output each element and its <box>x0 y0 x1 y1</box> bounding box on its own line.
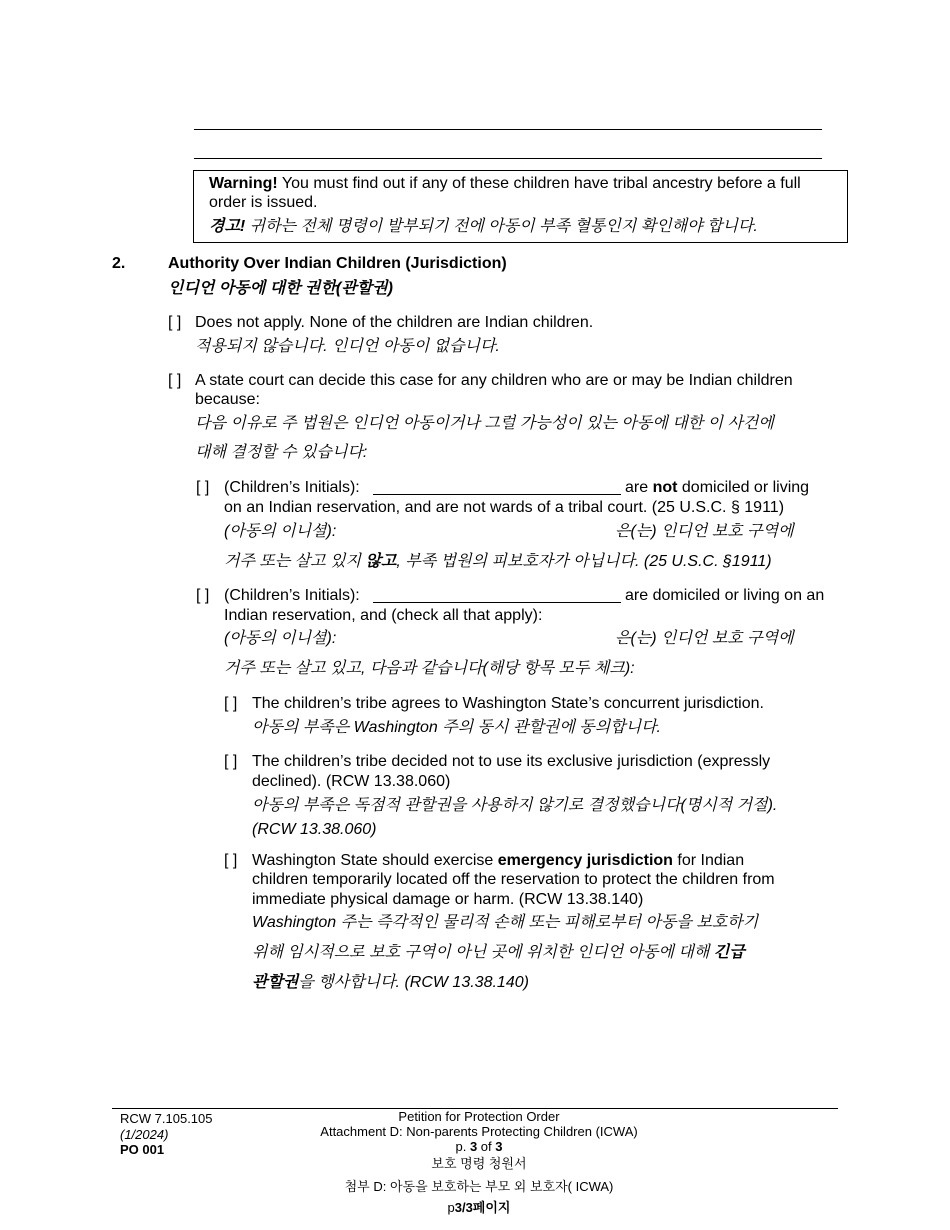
sub-a-ko-bold: 않고 <box>365 553 397 570</box>
sub-b-ko-label: (아동의 이니셜): <box>224 630 337 647</box>
b3-line2: children temporarily located off the reservation to protect the children from <box>252 871 775 888</box>
b2-line1: The children’s tribe decided not to use its exclusive jurisdiction (expressly <box>252 753 771 770</box>
opt1-text: Does not apply. None of the children are Indian children. <box>195 314 594 331</box>
sub-a-line2: on an Indian reservation, and are not wards of a tribal court. (25 U.S.C. § 1911) <box>224 499 785 516</box>
warning-body: You must find out if any of these children have tribal ancestry before a full order is issued. <box>209 175 801 211</box>
warning-text <box>209 174 834 212</box>
sub-b-right: are domiciled or living on an <box>625 587 825 604</box>
footer-title-ko: 보호 명령 청원서 <box>431 1156 527 1171</box>
footer-page-num: 3 <box>469 1139 478 1154</box>
sub-a-pre: are <box>625 479 653 496</box>
footer-page-total: 3 <box>495 1139 503 1154</box>
footer-attachment: Attachment D: Non-parents Protecting Children (ICWA) <box>320 1124 638 1139</box>
footer-attachment-ko: 첨부 D: 아동을 보호하는 부모 외 보호자( ICWA) <box>344 1179 614 1194</box>
opt2-text: A state court can decide this case for any children who are or may be Indian children because: <box>195 372 793 408</box>
warning-label: Warning! <box>209 175 278 192</box>
sub-a-ko-pre: 거주 또는 살고 있지 <box>224 553 366 570</box>
sub-a-ko-post: , 부족 법원의 피보호자가 아닙니다. (25 U.S.C. §1911) <box>396 553 772 570</box>
b3-checkbox[interactable]: [ ] <box>224 852 238 869</box>
opt1-checkbox[interactable]: [ ] <box>168 314 182 331</box>
b1-text-ko: 아동의 부족은 Washington 주의 동시 관할권에 동의합니다. <box>252 719 661 736</box>
footer-page-ko <box>229 1200 729 1215</box>
b3-line1 <box>252 851 744 870</box>
footer-page-ko-pre: p <box>447 1200 455 1215</box>
footer-page-pre: p. <box>455 1139 470 1154</box>
b2-ko-line1: 아동의 부족은 독점적 관할권을 사용하지 않기로 결정했습니다(명시적 거절). <box>252 797 778 814</box>
b2-line2: declined). (RCW 13.38.060) <box>252 773 451 790</box>
section-number: 2. <box>112 255 126 272</box>
opt2-text-ko-1: 다음 이유로 주 법원은 인디언 아동이거나 그럴 가능성이 있는 아동에 대한 이 사건에 <box>195 415 774 432</box>
b3-ko-line3-post: 을 행사합니다. (RCW 13.38.140) <box>298 974 529 991</box>
sub-a-initials-field[interactable] <box>373 494 621 495</box>
footer-page <box>229 1139 729 1154</box>
sub-b-line2: Indian reservation, and (check all that apply): <box>224 607 543 624</box>
sub-a-ko-label: (아동의 이니셜): <box>224 523 337 540</box>
b3-ko-line3-bold: 관할권 <box>252 974 299 991</box>
footer-rcw: RCW 7.105.105 <box>120 1111 213 1126</box>
sub-a-right <box>625 478 809 497</box>
b3-line3: immediate physical damage or harm. (RCW 13.38.140) <box>252 891 644 908</box>
section-title-ko: 인디언 아동에 대한 권한(관할권) <box>168 280 393 297</box>
sub-b-label: (Children’s Initials): <box>224 587 360 604</box>
b3-post: for Indian <box>672 852 745 869</box>
warning-label-ko: 경고! <box>209 218 246 235</box>
sub-a-ko-right: 은(는) 인디언 보호 구역에 <box>615 523 794 540</box>
b2-checkbox[interactable]: [ ] <box>224 753 238 770</box>
b1-text: The children’s tribe agrees to Washington State’s concurrent jurisdiction. <box>252 695 764 712</box>
warning-body-ko: 귀하는 전체 명령이 발부되기 전에 아동이 부족 혈통인지 확인해야 합니다. <box>245 218 758 235</box>
blank-line-1[interactable] <box>194 129 822 130</box>
footer-form: PO 001 <box>120 1142 165 1157</box>
sub-b-ko-line2: 거주 또는 살고 있고, 다음과 같습니다(해당 항목 모두 체크): <box>224 660 635 677</box>
section-title: Authority Over Indian Children (Jurisdiction) <box>168 255 507 272</box>
b2-ko-line2: (RCW 13.38.060) <box>252 821 377 838</box>
sub-a-ko-line2 <box>224 552 772 571</box>
sub-b-initials-field[interactable] <box>373 602 621 603</box>
sub-b-ko-right: 은(는) 인디언 보호 구역에 <box>615 630 794 647</box>
opt1-text-ko: 적용되지 않습니다. 인디언 아동이 없습니다. <box>195 338 500 355</box>
b3-ko-line2 <box>252 943 745 962</box>
footer-page-ko-bold: 3/3페이지 <box>454 1200 511 1215</box>
sub-b-checkbox[interactable]: [ ] <box>196 587 210 604</box>
b3-pre: Washington State should exercise <box>252 852 498 869</box>
b1-checkbox[interactable]: [ ] <box>224 695 238 712</box>
warning-box <box>193 170 848 243</box>
warning-text-ko <box>209 217 839 236</box>
b3-bold: emergency jurisdiction <box>497 852 673 869</box>
footer-page-of: of <box>477 1139 496 1154</box>
opt2-checkbox[interactable]: [ ] <box>168 372 182 389</box>
sub-a-post: domiciled or living <box>677 479 810 496</box>
sub-a-not: not <box>652 479 678 496</box>
b3-ko-line1: Washington 주는 즉각적인 물리적 손해 또는 피해로부터 아동을 보호하기 <box>252 914 759 931</box>
opt2-text-ko-2: 대해 결정할 수 있습니다: <box>195 444 368 461</box>
b3-ko-line2-pre: 위해 임시적으로 보호 구역이 아닌 곳에 위치한 인디언 아동에 대해 <box>252 944 714 961</box>
b3-ko-line2-bold: 긴급 <box>713 944 745 961</box>
sub-a-label: (Children’s Initials): <box>224 479 360 496</box>
sub-a-checkbox[interactable]: [ ] <box>196 479 210 496</box>
blank-line-2[interactable] <box>194 158 822 159</box>
footer-date: (1/2024) <box>120 1127 169 1142</box>
footer-title: Petition for Protection Order <box>398 1109 560 1124</box>
b3-ko-line3 <box>252 973 529 992</box>
